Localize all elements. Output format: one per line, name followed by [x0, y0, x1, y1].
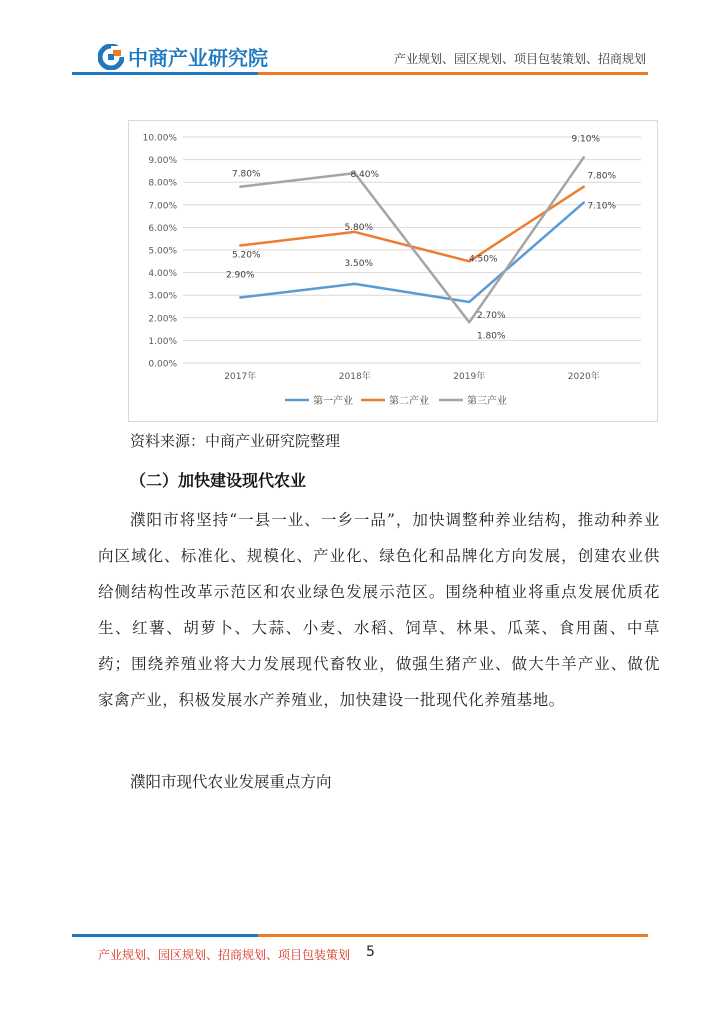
header-divider-orange [258, 72, 648, 75]
chart [128, 120, 658, 422]
data-label: 7.10% [587, 201, 617, 212]
header-divider-blue [72, 72, 258, 75]
data-label: 2.90% [225, 270, 255, 281]
legend-label: 第二产业 [389, 396, 429, 407]
data-label: 5.80% [344, 222, 374, 233]
y-tick-label: 8.00% [148, 178, 177, 189]
figure-caption: 濮阳市现代农业发展重点方向 [130, 773, 332, 791]
data-point [239, 244, 241, 246]
body-paragraph: 濮阳市将坚持“一县一业、一乡一品”，加快调整种养业结构，推动种养业向区域化、标准化、规模化、产业化、绿色化和品牌化方向发展，创建农业供给侧结构性改革示范区和农业绿色发展示范区。围绕种植业将重点发展优质花生、红薯、胡萝卜、大蒜、小麦、水稻、饲草、林果、瓜菜、食用菌、中草药；围绕养殖业将大力发展现代畜牧业，做强生猪产业、做大牛羊产业、做优家禽产业，积极发展水产养殖业，加快建设一批现代化养殖基地。 [98, 511, 660, 709]
page-number: 5 [366, 944, 375, 960]
y-tick-label: 4.00% [148, 269, 177, 280]
x-tick-label: 2020年 [567, 372, 600, 382]
y-tick-label: 10.00% [142, 133, 177, 144]
page-header [0, 0, 724, 90]
data-label: 1.80% [476, 331, 506, 342]
data-point [583, 186, 585, 188]
data-point [583, 156, 585, 158]
logo-icon [98, 44, 124, 70]
header-tagline: 产业规划、园区规划、项目包装策划、招商规划 [393, 52, 646, 66]
logo-text: 中商产业研究院 [128, 46, 268, 70]
x-tick-label: 2019年 [453, 372, 486, 382]
line-chart [129, 121, 657, 421]
legend-label: 第三产业 [467, 396, 507, 407]
legend-label: 第一产业 [313, 396, 353, 407]
data-label: 5.20% [231, 250, 261, 261]
y-tick-label: 2.00% [148, 314, 177, 325]
data-label: 4.50% [468, 254, 498, 265]
y-tick-label: 5.00% [148, 246, 177, 257]
data-point [239, 186, 241, 188]
data-label: 3.50% [344, 258, 374, 269]
x-tick-label: 2017年 [224, 372, 257, 382]
y-tick-label: 9.00% [148, 156, 177, 167]
x-tick-label: 2018年 [338, 372, 371, 382]
data-label: 2.70% [476, 310, 506, 321]
footer-tagline: 产业规划、园区规划、招商规划、项目包装策划 [98, 948, 351, 962]
footer-divider-orange [258, 934, 648, 937]
section-heading: （二）加快建设现代农业 [130, 471, 307, 490]
data-label: 7.80% [231, 169, 261, 180]
data-point [583, 201, 585, 203]
data-label: 7.80% [587, 171, 617, 182]
y-tick-label: 1.00% [148, 336, 177, 347]
y-tick-label: 3.00% [148, 291, 177, 302]
data-point [354, 283, 356, 285]
logo [98, 42, 268, 71]
data-label: 9.10% [571, 134, 601, 145]
footer-divider-blue [72, 934, 258, 937]
series-line-1 [240, 203, 584, 302]
y-tick-label: 6.00% [148, 223, 177, 234]
source-note: 资料来源：中商产业研究院整理 [130, 432, 341, 450]
data-point [468, 321, 470, 323]
data-point [468, 301, 470, 303]
data-point [239, 296, 241, 298]
y-tick-label: 7.00% [148, 201, 177, 212]
y-tick-label: 0.00% [148, 359, 177, 370]
data-label: 8.40% [350, 170, 380, 181]
